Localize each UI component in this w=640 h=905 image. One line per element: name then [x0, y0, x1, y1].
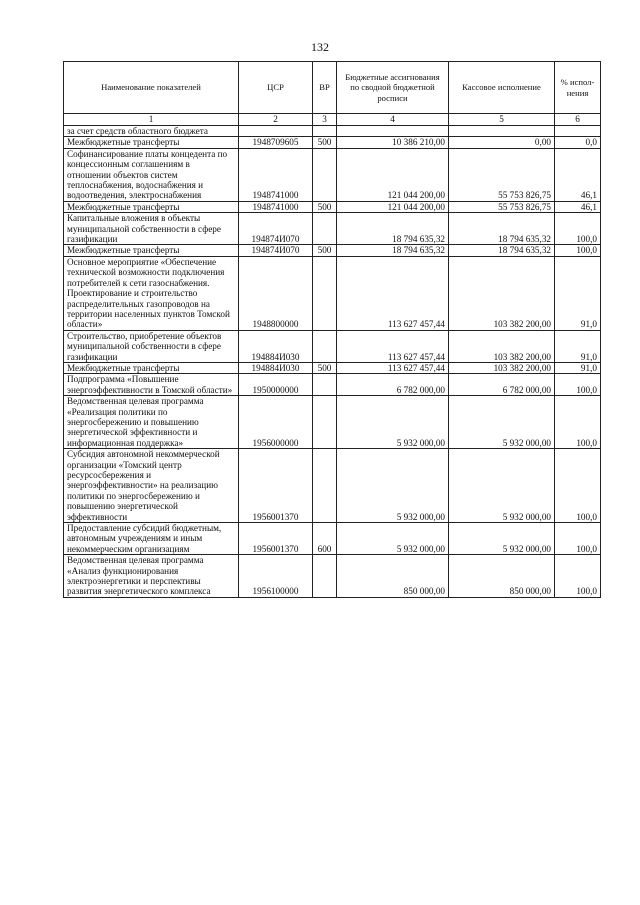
table-row: [64, 256, 601, 330]
table-row: [64, 330, 601, 362]
page-number: 132: [311, 40, 329, 54]
cell-cash-execution: [449, 126, 555, 137]
cell-vr: 500: [313, 201, 337, 212]
cell-name: Основное мероприятие «Обеспечение технической возможности подключения потребителей к сети газоснабжения. Проектирование и строительство распределительных газопроводов на территории населенных пунктов Томской области»: [64, 256, 239, 330]
cell-execution-percent: 100,0: [555, 449, 601, 523]
table-row: [64, 523, 601, 555]
cell-execution-percent: 91,0: [555, 330, 601, 362]
cell-name: Ведомственная целевая программа «Анализ функционирования электроэнергетики и перспективы развития энергетического комплекса: [64, 555, 239, 598]
cell-assignments: 113 627 457,44: [337, 256, 449, 330]
cell-cash-execution: 0,00: [449, 137, 555, 148]
cell-csr: 1956000000: [239, 396, 313, 449]
cell-vr: [313, 148, 337, 201]
cell-cash-execution: 103 382 200,00: [449, 362, 555, 373]
cell-cash-execution: 103 382 200,00: [449, 256, 555, 330]
table-body: [64, 126, 601, 598]
cell-assignments: 5 932 000,00: [337, 523, 449, 555]
column-number: 2: [239, 114, 313, 126]
cell-execution-percent: 100,0: [555, 213, 601, 245]
cell-assignments: 121 044 200,00: [337, 201, 449, 212]
cell-vr: [313, 396, 337, 449]
cell-cash-execution: 55 753 826,75: [449, 201, 555, 212]
cell-cash-execution: 5 932 000,00: [449, 396, 555, 449]
cell-name: Подпрограмма «Повышение энергоэффективности в Томской области»: [64, 374, 239, 396]
header-name: Наименование показателей: [64, 62, 239, 114]
cell-assignments: 113 627 457,44: [337, 362, 449, 373]
cell-name: Капитальные вложения в объекты муниципальной собственности в сфере газификации: [64, 213, 239, 245]
cell-execution-percent: 100,0: [555, 523, 601, 555]
cell-csr: 1948741000: [239, 201, 313, 212]
budget-table: [63, 61, 601, 598]
table-row: [64, 126, 601, 137]
cell-csr: 1950000000: [239, 374, 313, 396]
header-cash-execution: Кассовое исполнение: [449, 62, 555, 114]
cell-assignments: 5 932 000,00: [337, 449, 449, 523]
cell-vr: [313, 213, 337, 245]
cell-vr: [313, 555, 337, 598]
cell-cash-execution: 5 932 000,00: [449, 449, 555, 523]
cell-csr: 1956001370: [239, 523, 313, 555]
cell-assignments: 10 386 210,00: [337, 137, 449, 148]
cell-cash-execution: 18 794 635,32: [449, 213, 555, 245]
cell-vr: 500: [313, 362, 337, 373]
table-row: [64, 213, 601, 245]
table-row: [64, 555, 601, 598]
cell-execution-percent: 46,1: [555, 201, 601, 212]
cell-execution-percent: 100,0: [555, 374, 601, 396]
column-number: 6: [555, 114, 601, 126]
cell-vr: [313, 256, 337, 330]
cell-vr: [313, 374, 337, 396]
cell-cash-execution: 6 782 000,00: [449, 374, 555, 396]
cell-name: Ведомственная целевая программа «Реализация политики по энергосбережению и повышению энергетической эффективности и информационная поддержка»: [64, 396, 239, 449]
cell-name: Предоставление субсидий бюджетным, автономным учреждениям и иным некоммерческим организациям: [64, 523, 239, 555]
cell-vr: [313, 330, 337, 362]
cell-assignments: 121 044 200,00: [337, 148, 449, 201]
cell-vr: [313, 126, 337, 137]
cell-csr: 194874И070: [239, 213, 313, 245]
cell-name: Межбюджетные трансферты: [64, 137, 239, 148]
cell-cash-execution: 5 932 000,00: [449, 523, 555, 555]
cell-vr: 600: [313, 523, 337, 555]
cell-csr: 1956100000: [239, 555, 313, 598]
cell-csr: 194884И030: [239, 362, 313, 373]
table-row: [64, 245, 601, 256]
cell-execution-percent: [555, 126, 601, 137]
cell-execution-percent: 91,0: [555, 362, 601, 373]
cell-csr: 1948709605: [239, 137, 313, 148]
cell-execution-percent: 91,0: [555, 256, 601, 330]
cell-vr: [313, 449, 337, 523]
cell-name: Межбюджетные трансферты: [64, 362, 239, 373]
cell-execution-percent: 0,0: [555, 137, 601, 148]
cell-csr: [239, 126, 313, 137]
cell-csr: 1948741000: [239, 148, 313, 201]
table-row: [64, 148, 601, 201]
cell-csr: 1948800000: [239, 256, 313, 330]
cell-name: Межбюджетные трансферты: [64, 201, 239, 212]
header-row: [64, 62, 601, 114]
header-assignments: Бюджетные ассигнования по сводной бюджетной росписи: [337, 62, 449, 114]
cell-name: Межбюджетные трансферты: [64, 245, 239, 256]
cell-name: Софинансирование платы концедента по концессионным соглашениям в отношении объектов систем теплоснабжения, водоснабжения и водоотведения, электроснабжения: [64, 148, 239, 201]
cell-cash-execution: 103 382 200,00: [449, 330, 555, 362]
cell-vr: 500: [313, 137, 337, 148]
column-number: 4: [337, 114, 449, 126]
cell-cash-execution: 55 753 826,75: [449, 148, 555, 201]
cell-name: Субсидия автономной некоммерческой организации «Томский центр ресурсосбережения и энергоэффективности» на реализацию политики по энергосбережению и повышению энергетической эффективности: [64, 449, 239, 523]
cell-execution-percent: 100,0: [555, 245, 601, 256]
cell-name: Строительство, приобретение объектов муниципальной собственности в сфере газификации: [64, 330, 239, 362]
header-csr: ЦСР: [239, 62, 313, 114]
column-number: 1: [64, 114, 239, 126]
cell-assignments: 5 932 000,00: [337, 396, 449, 449]
cell-assignments: 18 794 635,32: [337, 213, 449, 245]
table-row: [64, 362, 601, 373]
column-number-row: [64, 114, 601, 126]
cell-csr: 194884И030: [239, 330, 313, 362]
header-execution-percent: % испол-нения: [555, 62, 601, 114]
cell-assignments: 113 627 457,44: [337, 330, 449, 362]
cell-csr: 194874И070: [239, 245, 313, 256]
cell-assignments: 18 794 635,32: [337, 245, 449, 256]
cell-execution-percent: 100,0: [555, 555, 601, 598]
cell-assignments: 6 782 000,00: [337, 374, 449, 396]
cell-csr: 1956001370: [239, 449, 313, 523]
column-number: 3: [313, 114, 337, 126]
table-row: [64, 449, 601, 523]
column-number: 5: [449, 114, 555, 126]
cell-assignments: [337, 126, 449, 137]
table-row: [64, 374, 601, 396]
cell-assignments: 850 000,00: [337, 555, 449, 598]
cell-cash-execution: 18 794 635,32: [449, 245, 555, 256]
table-row: [64, 201, 601, 212]
cell-execution-percent: 46,1: [555, 148, 601, 201]
cell-cash-execution: 850 000,00: [449, 555, 555, 598]
cell-name: за счет средств областного бюджета: [64, 126, 239, 137]
table-row: [64, 396, 601, 449]
cell-vr: 500: [313, 245, 337, 256]
cell-execution-percent: 100,0: [555, 396, 601, 449]
header-vr: ВР: [313, 62, 337, 114]
table-row: [64, 137, 601, 148]
